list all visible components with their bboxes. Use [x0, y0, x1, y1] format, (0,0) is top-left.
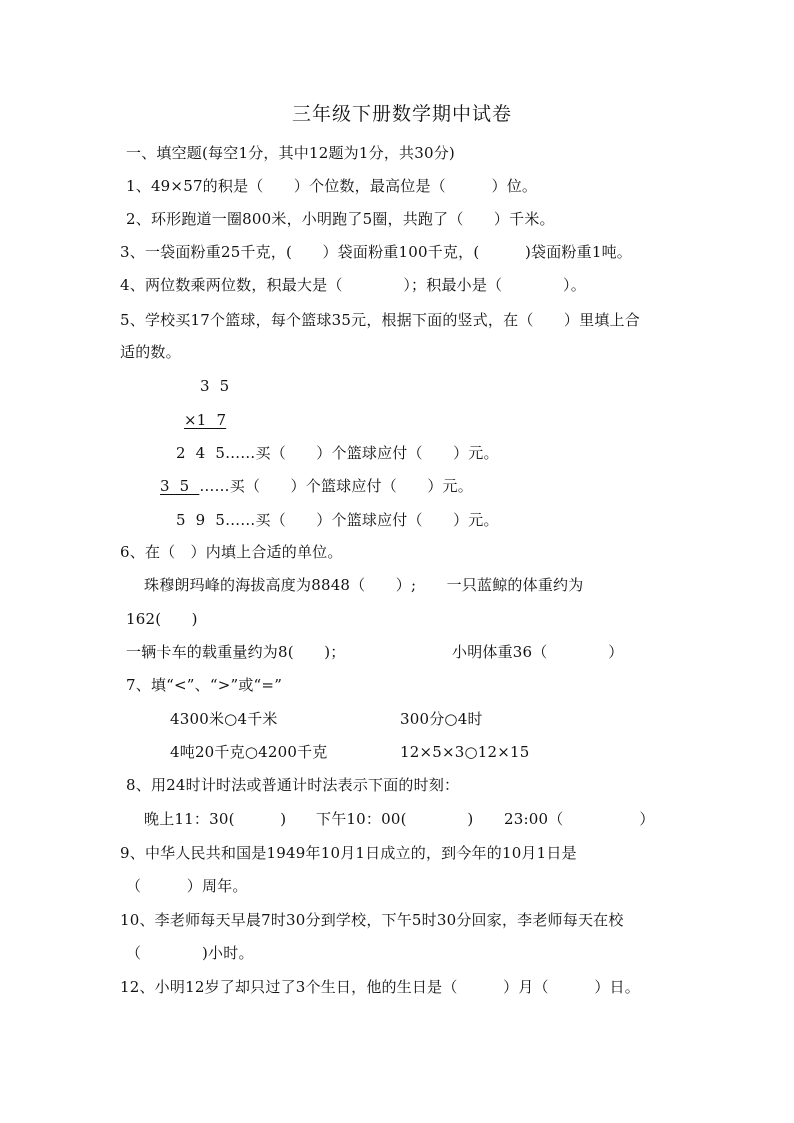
calc-row-partial-2: [160, 476, 473, 496]
question-2: 2、环形跑道一圈800米，小明跑了5圈，共跑了（ ）千米。: [126, 210, 555, 228]
question-10-line2: （ )小时。: [126, 944, 254, 962]
calc-row-partial-2-digits: 3 5: [160, 477, 200, 495]
question-6: 6、在（ ）内填上合适的单位。: [120, 543, 343, 561]
page-title: 三年级下册数学期中试卷: [292, 103, 513, 125]
calc-row-multiplier: ×1 7: [184, 411, 227, 429]
question-9-line1: 9、中华人民共和国是1949年10月1日成立的，到今年的10月1日是: [120, 844, 577, 862]
calc-row-partial-2-text: ……买（ ）个篮球应付（ ）元。: [199, 477, 473, 495]
calc-row-multiplicand: 3 5: [200, 377, 230, 395]
calc-row-partial-1: 2 4 5……买（ ）个篮球应付（ ）元。: [176, 444, 499, 462]
question-8: 8、用24时计时法或普通计时法表示下面的时刻：: [126, 776, 460, 794]
question-4: 4、两位数乘两位数，积最大是（ ）；积最小是（ ）。: [120, 276, 586, 294]
question-8-item-c: 23:00（ ）: [504, 810, 655, 828]
question-1: 1、49×57的积是（ ）个位数，最高位是（ ）位。: [126, 177, 538, 195]
question-5-line2: 适的数。: [120, 343, 181, 361]
question-6-item-c: 小明体重36（ ）: [452, 643, 624, 661]
question-12: 12、小明12岁了却只过了3个生日，他的生日是（ ）月（ ）日。: [120, 978, 640, 996]
question-6-item-a: 珠穆朗玛峰的海拔高度为8848（ ）; 一只蓝鲸的体重约为: [144, 576, 584, 594]
question-6-item-b: 一辆卡车的载重量约为8( )；: [126, 643, 346, 661]
question-9-line2: （ ）周年。: [126, 877, 248, 895]
question-5-line1: 5、学校买17个篮球，每个篮球35元，根据下面的竖式，在（ ）里填上合: [120, 311, 640, 329]
question-6-item-a-cont: 162( ): [126, 610, 198, 628]
question-7-item-b: 300分○4时: [400, 710, 483, 728]
question-8-item-b: 下午10：00( ): [316, 810, 474, 828]
question-7-item-c: 4吨20千克○4200千克: [170, 743, 328, 761]
question-3: 3、一袋面粉重25千克，( ）袋面粉重100千克，( )袋面粉重1吨。: [120, 243, 632, 261]
section1-header: 一、填空题(每空1分，其中12题为1分，共30分): [126, 144, 455, 162]
question-7-item-d: 12×5×3○12×15: [400, 743, 530, 761]
question-8-item-a: 晚上11：30( ): [144, 810, 287, 828]
question-10-line1: 10、李老师每天早晨7时30分到学校，下午5时30分回家，李老师每天在校: [120, 911, 624, 929]
question-7-item-a: 4300米○4千米: [170, 710, 278, 728]
calc-row-product: 5 9 5……买（ ）个篮球应付（ ）元。: [176, 511, 499, 529]
question-7: 7、填“<”、“>”或“=”: [126, 676, 283, 694]
